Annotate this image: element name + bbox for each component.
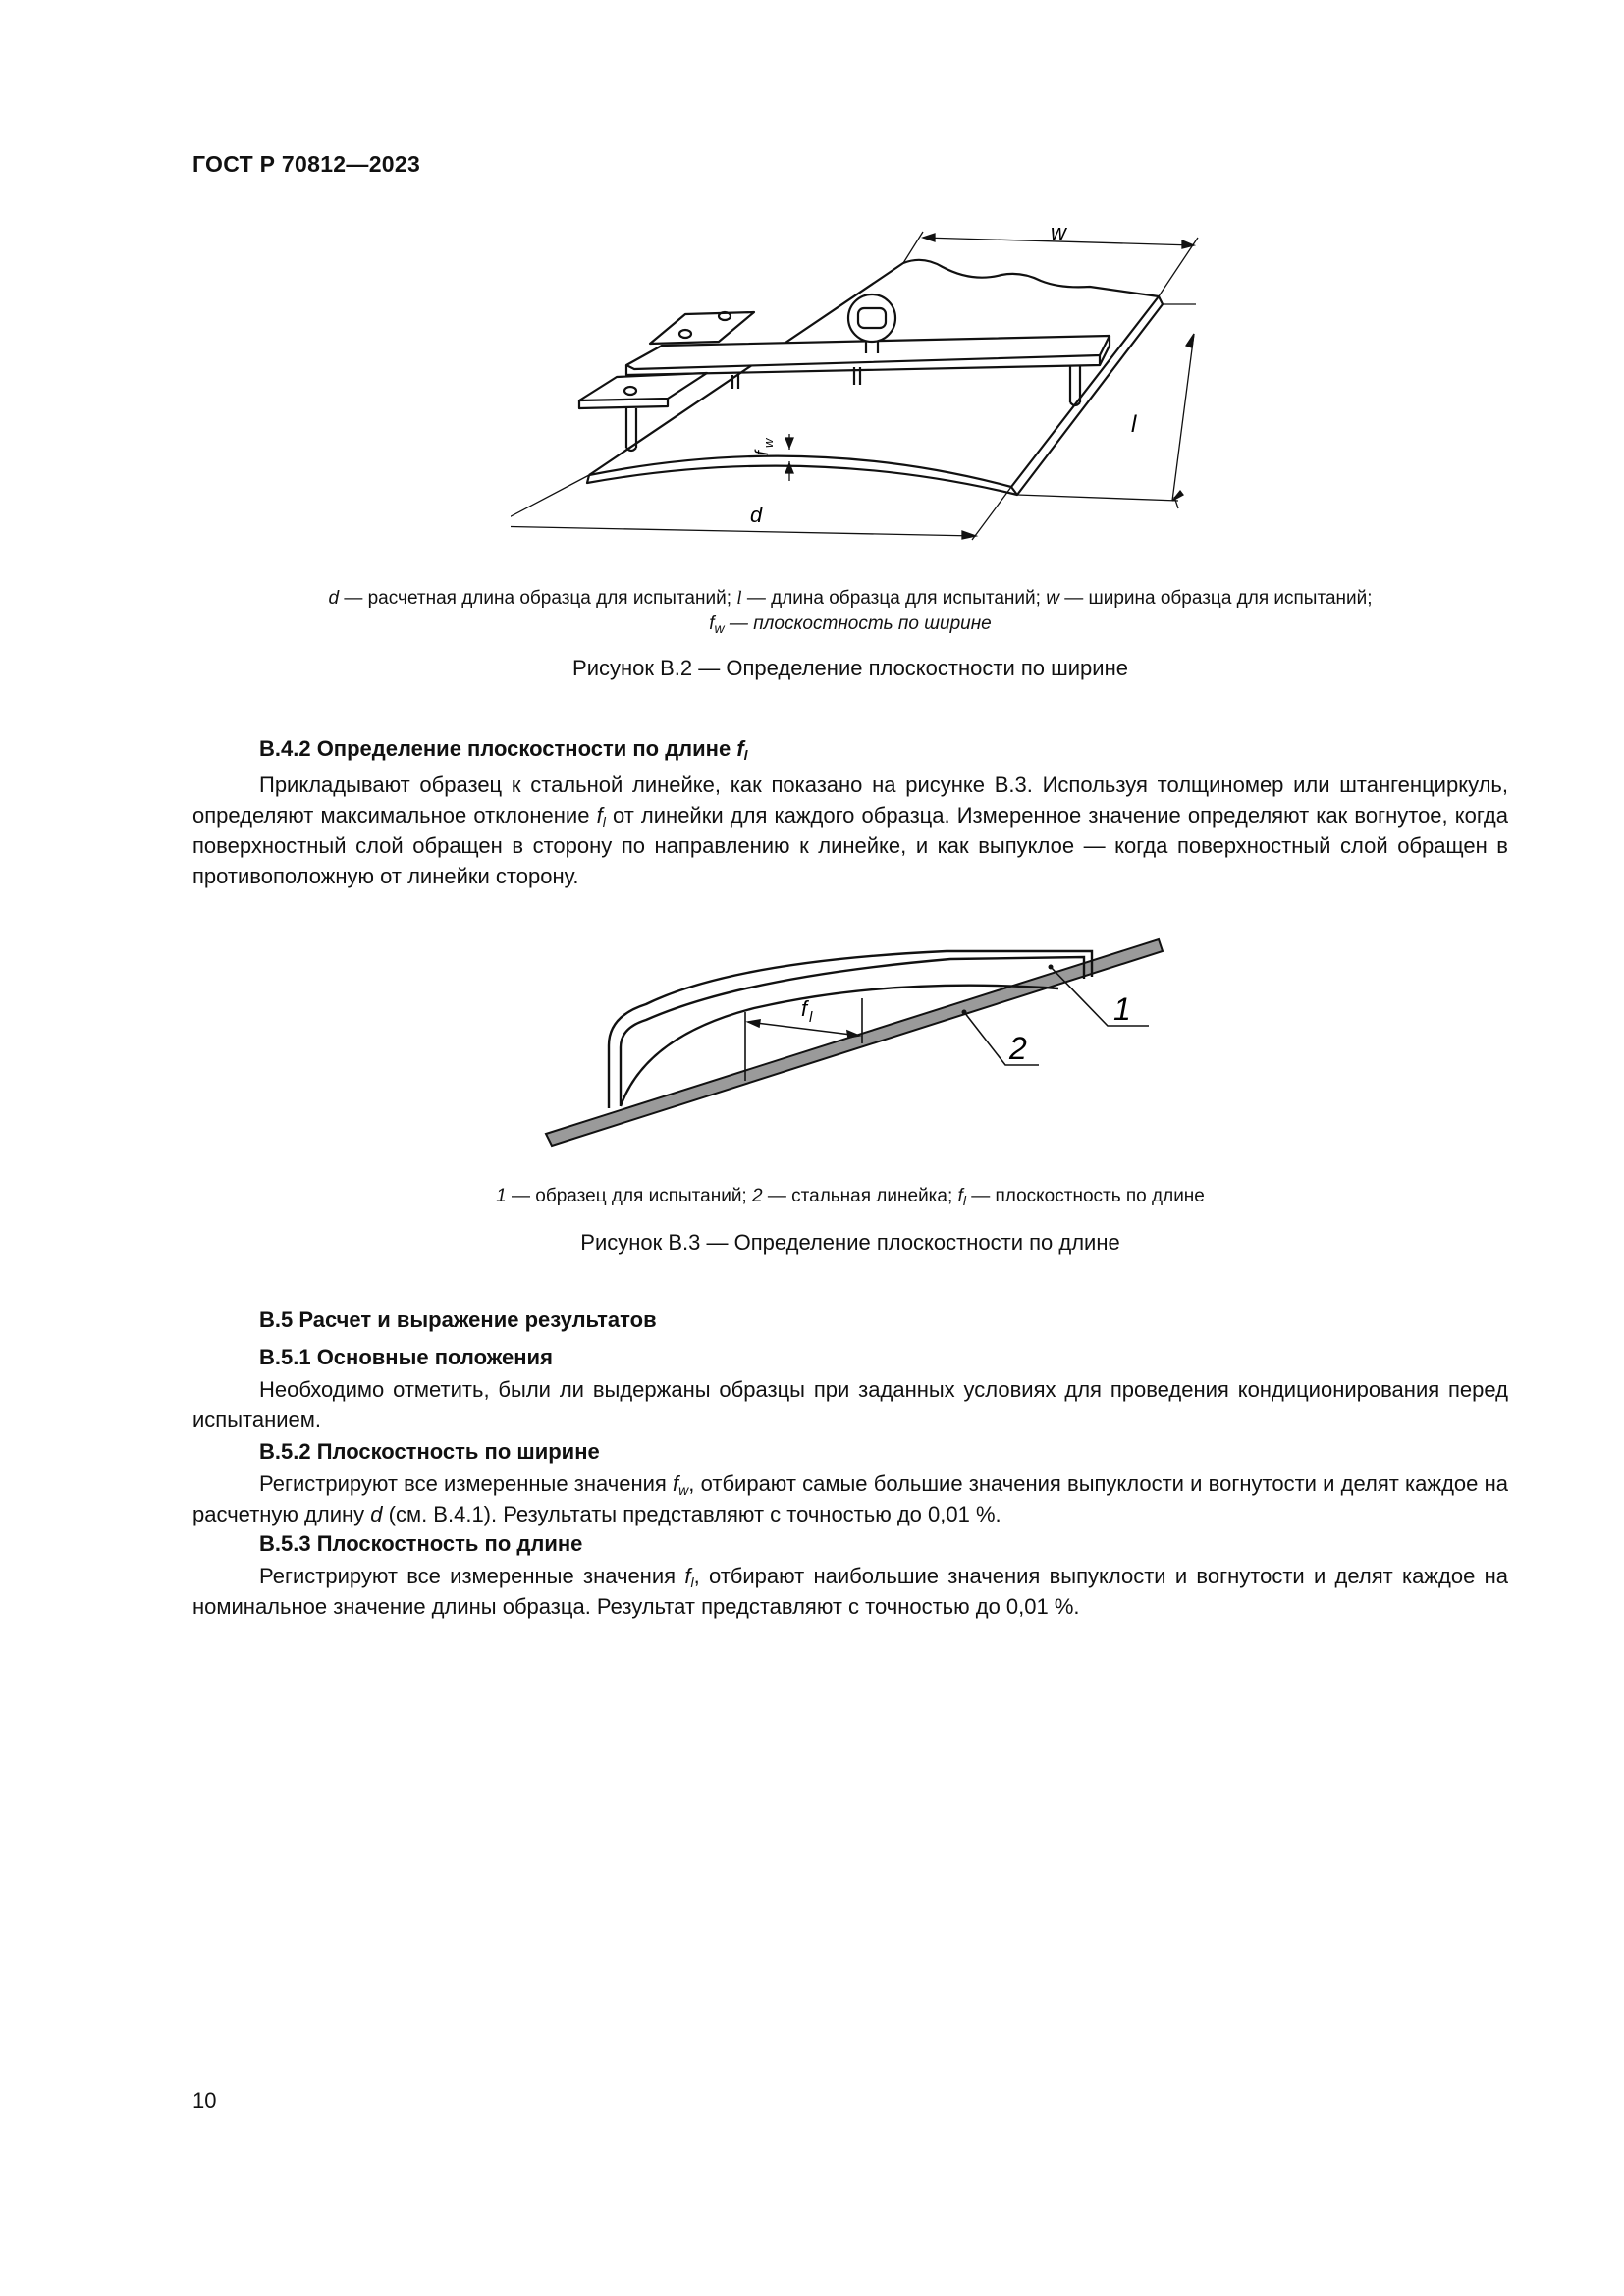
- section-b52-heading: В.5.2 Плоскостность по ширине: [259, 1439, 600, 1464]
- holder-plate-lower: [579, 373, 707, 400]
- sheet-front-thickness: [587, 466, 1017, 495]
- figure-b2-caption: Рисунок В.2 — Определение плоскостности по ширине: [572, 656, 1128, 680]
- section-b5-heading: В.5 Расчет и выражение результатов: [259, 1308, 657, 1332]
- l-extension-lines: [1017, 304, 1196, 501]
- section-b53-heading: В.5.3 Плоскостность по длине: [259, 1531, 583, 1556]
- leader-2-dot: [962, 1010, 967, 1015]
- sheet-edge: [1011, 296, 1163, 495]
- label-fl-sub: l: [809, 1009, 813, 1026]
- section-b52-paragraph: Регистрируют все измеренные значения $f_w$, отбирают самые большие значения выпуклости и вогнутости и делят каждое на расчетную длину d (см. В.4.1). Результаты представляют с точностью до 0,01 %.: [192, 1471, 1508, 1526]
- label-1: 1: [1113, 991, 1131, 1027]
- holder-plate-upper: [650, 312, 754, 344]
- label-fl: f: [801, 996, 808, 1021]
- sheet-front-curve: [589, 456, 1011, 487]
- page-number: 10: [192, 2088, 217, 2112]
- figure-b3-caption: Рисунок В.3 — Определение плоскостности по длине: [580, 1230, 1120, 1255]
- figure-b3-legend: 1 — образец для испытаний; 2 — стальная линейка; $f_l$ — плоскостность по длине: [496, 1186, 1205, 1208]
- label-w: w: [1051, 220, 1066, 244]
- section-b51-paragraph: Необходимо отметить, были ли выдержаны образцы при заданных условиях для проведения кондиционирования перед испытанием.: [192, 1377, 1508, 1432]
- specimen-outer: [609, 951, 1092, 1108]
- section-b42-heading: В.4.2 Определение плоскостности по длине $f_l$: [259, 736, 748, 763]
- l-dimension-line: [1172, 334, 1194, 508]
- d-arrows: [511, 522, 976, 539]
- label-2: 2: [1009, 1031, 1027, 1066]
- label-fw: f: [752, 450, 772, 455]
- dial-gauge: [848, 294, 895, 342]
- figure-b2-legend: d — расчетная длина образца для испытаний; l — длина образца для испытаний; w — ширина образца для испытаний; $f_w$ — плоскостность по ширине: [328, 588, 1373, 636]
- leader-2: [964, 1012, 1039, 1065]
- label-d: d: [750, 503, 763, 527]
- label-l: l: [1131, 411, 1137, 438]
- section-b51-heading: В.5.1 Основные положения: [259, 1345, 553, 1369]
- figure-b3: [538, 918, 1186, 1153]
- document-header: ГОСТ Р 70812—2023: [192, 151, 421, 177]
- section-b42-paragraph: Прикладывают образец к стальной линейке, как показано на рисунке В.3. Используя толщиномер или штангенциркуль, определяют максимальное отклонение $f_l$ от линейки для каждого образца. Измеренное значение определяют как вогнутое, когда поверхностный слой обращен в сторону по направлению к линейке, и как выпуклое — когда поверхностный слой обращен в противоположную от линейки сторону.: [192, 773, 1508, 888]
- figure-b3-drawing: [538, 918, 1186, 1153]
- leader-1-dot: [1049, 965, 1054, 970]
- d-dimension-line: [511, 526, 976, 536]
- figure-b2: [511, 216, 1218, 550]
- fl-dimension: [748, 1022, 859, 1036]
- figure-b2-drawing: [511, 216, 1218, 550]
- section-b53-paragraph: Регистрируют все измеренные значения $f_l$, отбирают наибольшие значения выпуклости и вогнутости и делят каждое на номинальное значение длины образца. Результат представляют с точностью до 0,01 %.: [192, 1564, 1508, 1619]
- label-fw-sub: w: [761, 438, 776, 448]
